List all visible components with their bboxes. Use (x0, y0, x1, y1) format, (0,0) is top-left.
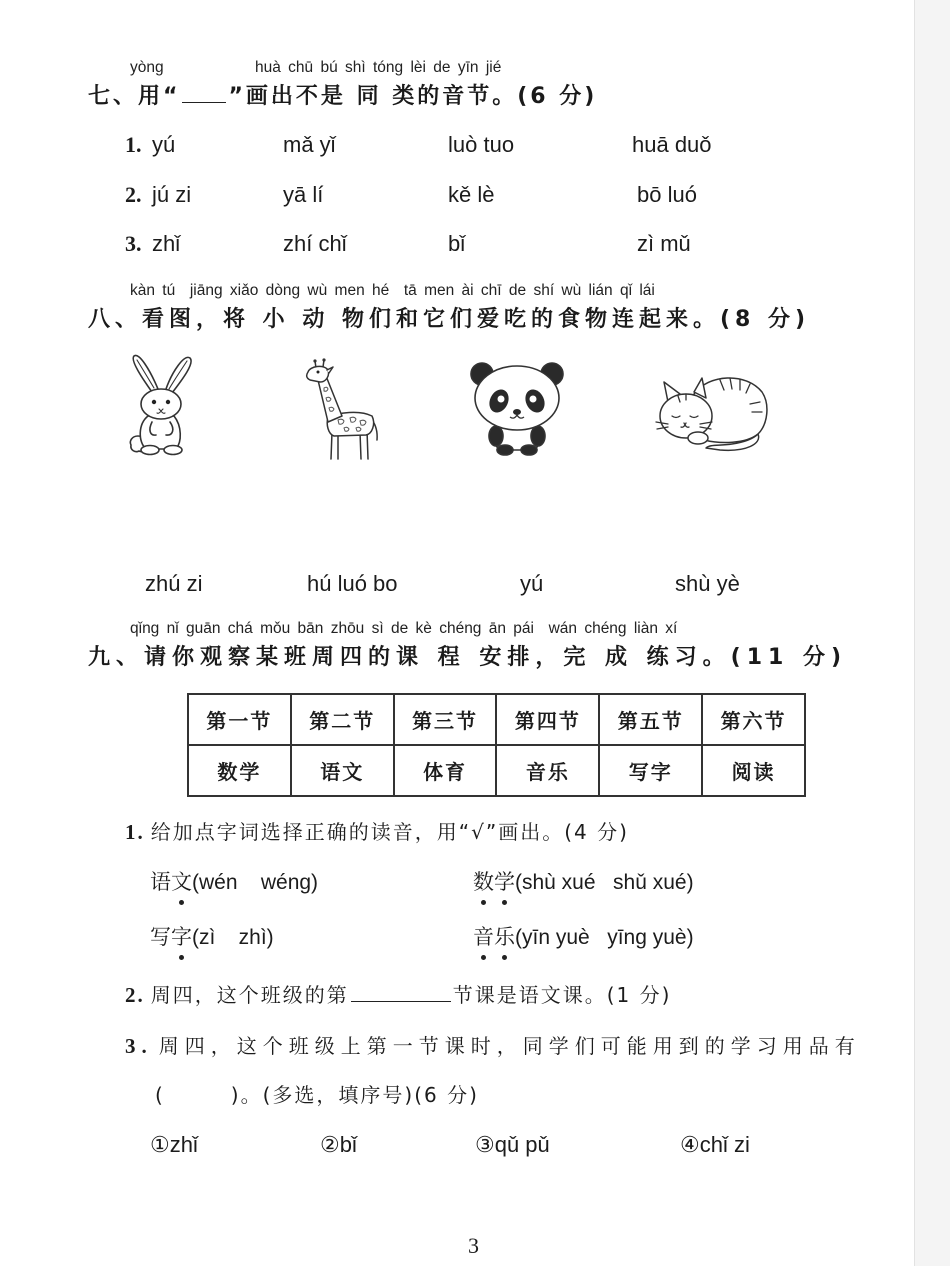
section-7-title-after: ”画出不是 同 类的音节。(6 分) (228, 84, 598, 109)
section-7-pinyin-title: huà chū bú shì tóng lèi de yīn jié (255, 59, 502, 76)
section-7-title-before: 七、用“ (88, 84, 181, 109)
syllable-option[interactable]: bǐ (448, 231, 466, 256)
question-3 (125, 1032, 861, 1060)
row-number: 1. (125, 132, 142, 157)
food-label[interactable]: yú (520, 571, 544, 596)
question-2-before: 周四，这个班级的第 (150, 983, 349, 1007)
subject-cell: 数学 (188, 745, 291, 796)
schedule-table (187, 693, 806, 797)
word-char: 文 (171, 870, 192, 894)
supply-option[interactable]: ④chǐ zi (680, 1132, 750, 1157)
section-9-pinyin: qǐng nǐ guān chá mǒu bān zhōu sì de kè chéng ān pái wán chéng liàn xí (130, 620, 678, 637)
question-2 (125, 981, 671, 1009)
period-header: 第六节 (702, 694, 805, 745)
rabbit-icon[interactable] (118, 352, 203, 460)
word-char: 乐 (494, 925, 515, 949)
syllable-option[interactable]: mǎ yǐ (283, 132, 336, 157)
section-7-title (88, 83, 597, 111)
word-char: 语 (150, 870, 171, 894)
question-number: 1. (125, 820, 145, 844)
word-char: 写 (150, 925, 171, 949)
food-label[interactable]: zhú zi (145, 571, 203, 596)
question-1 (125, 818, 629, 846)
row-number: 2. (125, 182, 142, 207)
syllable-option[interactable]: yā lí (283, 182, 324, 207)
supply-option[interactable]: ②bǐ (320, 1132, 357, 1157)
syllable-option[interactable]: zì mǔ (637, 231, 691, 256)
question-number: 2. (125, 983, 145, 1007)
subject-cell: 语文 (291, 745, 394, 796)
period-header: 第四节 (496, 694, 599, 745)
subject-cell: 音乐 (496, 745, 599, 796)
reading-options[interactable]: (zì zhì) (192, 926, 274, 949)
syllable-option[interactable]: huā duǒ (632, 132, 712, 157)
reading-choice-1 (150, 868, 318, 897)
section-9-title: 九、请你观察某班周四的课 程 安排，完 成 练习。(11 分) (88, 645, 848, 670)
word-char: 音 (473, 925, 494, 949)
section-8-pinyin: kàn tú jiāng xiǎo dòng wù men hé tā men ài chī de shí wù lián qǐ lái (130, 282, 655, 299)
period-header: 第五节 (599, 694, 702, 745)
answer-blank[interactable] (351, 981, 451, 1002)
question-3-line-1: 周四，这个班级上第一节课时，同学们可能用到的学习用品有 (158, 1034, 861, 1058)
syllable-row-2 (0, 181, 900, 211)
period-header: 第二节 (291, 694, 394, 745)
food-label[interactable]: shù yè (675, 571, 740, 596)
supply-option[interactable]: ③qǔ pǔ (475, 1132, 550, 1157)
question-1-text: 给加点字词选择正确的读音，用“√”画出。(4 分) (150, 820, 629, 844)
period-header: 第三节 (394, 694, 497, 745)
panda-icon[interactable] (462, 358, 572, 456)
section-8-title: 八、看图，将 小 动 物们和它们爱吃的食物连起来。(8 分) (88, 307, 811, 332)
answer-blank (182, 84, 226, 103)
syllable-option[interactable]: jú zi (152, 182, 192, 207)
syllable-option[interactable]: kě lè (448, 182, 495, 207)
reading-options[interactable]: (shù xué shǔ xué) (515, 871, 694, 894)
word-char: 学 (494, 870, 515, 894)
page-edge (914, 0, 950, 1266)
section-7-pinyin-yong: yòng (130, 59, 164, 76)
syllable-row-3 (0, 230, 900, 260)
syllable-option[interactable]: zhí chǐ (283, 231, 347, 256)
food-label[interactable]: hú luó bo (307, 571, 398, 596)
subject-cell: 体育 (394, 745, 497, 796)
reading-choice-2 (473, 868, 694, 897)
question-number: 3. (125, 1034, 153, 1058)
syllable-option[interactable]: luò tuo (448, 132, 515, 157)
question-2-after: 节课是语文课。(1 分) (452, 983, 672, 1007)
subject-cell: 阅读 (702, 745, 805, 796)
reading-choice-3 (150, 923, 274, 952)
period-header: 第一节 (188, 694, 291, 745)
reading-choice-4 (473, 923, 694, 952)
schedule-subject-row (188, 745, 805, 796)
word-char: 字 (171, 925, 192, 949)
syllable-option[interactable]: bō luó (637, 182, 697, 207)
reading-options[interactable]: (wén wéng) (192, 871, 319, 894)
subject-cell: 写字 (599, 745, 702, 796)
reading-options[interactable]: (yīn yuè yīng yuè) (515, 926, 694, 949)
row-number: 3. (125, 231, 142, 256)
cat-icon[interactable] (650, 368, 772, 453)
syllable-option[interactable]: yú (152, 132, 176, 157)
page-number: 3 (468, 1233, 479, 1258)
word-char: 数 (473, 870, 494, 894)
syllable-row-1 (0, 131, 900, 161)
schedule-header-row (188, 694, 805, 745)
syllable-option[interactable]: zhǐ (152, 231, 181, 256)
giraffe-icon[interactable] (298, 358, 383, 463)
supply-option[interactable]: ①zhǐ (150, 1132, 198, 1157)
question-3-line-2[interactable]: ( )。(多选，填序号)(6 分) (155, 1083, 479, 1107)
